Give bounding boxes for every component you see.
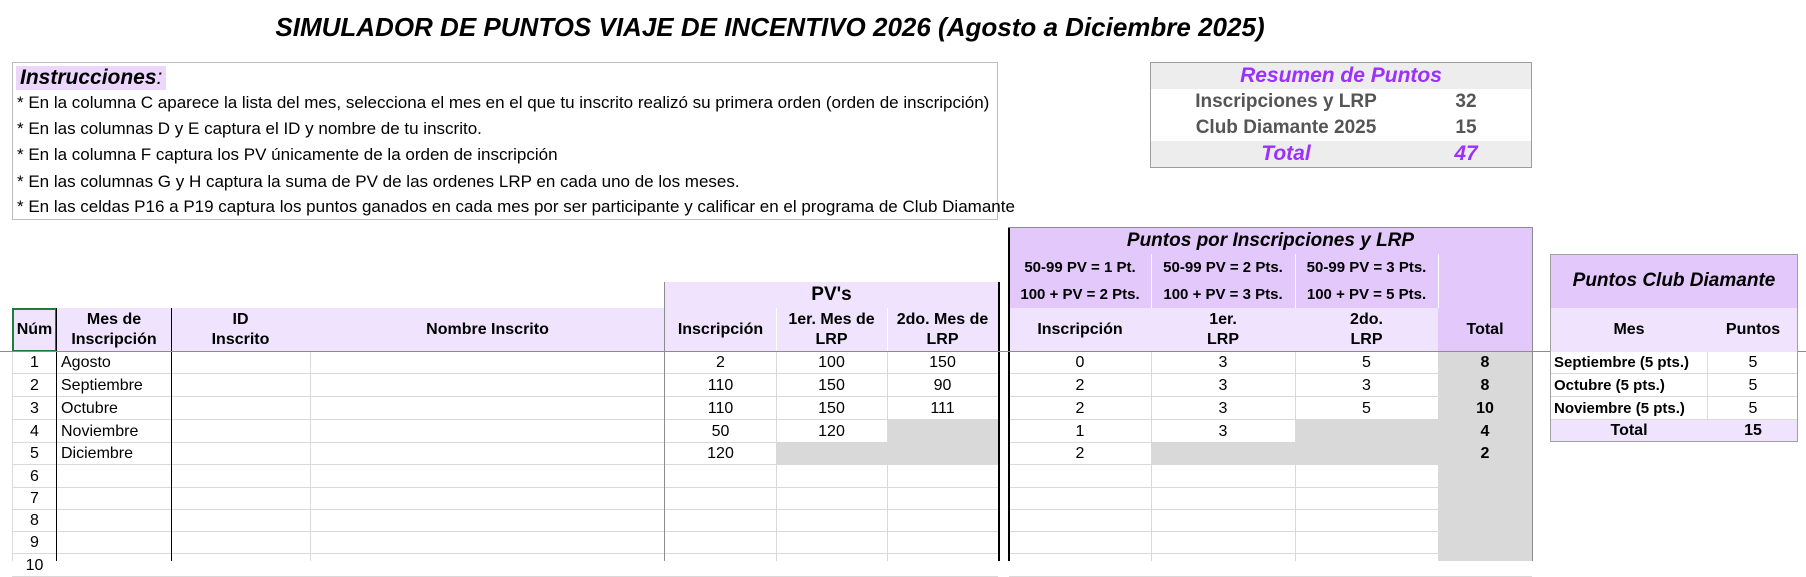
header-pt-lrp1[interactable]	[1151, 308, 1295, 352]
cell-pv-lrp2[interactable]	[887, 554, 998, 577]
cell-num[interactable]: 4	[30, 423, 39, 440]
grid-line	[12, 419, 998, 420]
cell-nombre[interactable]	[310, 352, 665, 374]
instruction-line-5: * En las celdas P16 a P19 captura los puntos ganados en cada mes por ser participante y calificar en el programa de Club Diamante	[17, 197, 1015, 216]
cell-total[interactable]: 8	[1480, 354, 1490, 371]
cell-id[interactable]	[171, 532, 310, 554]
cell-id[interactable]	[171, 465, 310, 488]
cell-nombre[interactable]	[310, 443, 665, 465]
grid-line	[1295, 254, 1296, 308]
grid-line	[1151, 352, 1152, 561]
cell-pt-lrp2[interactable]	[1295, 465, 1438, 488]
summary-label: Club Diamante 2025	[1195, 117, 1377, 138]
cell-pt-lrp2[interactable]: 5	[1362, 400, 1371, 417]
header-text: 1er. Mes de	[788, 311, 875, 328]
header-text: 2do. Mes de	[896, 311, 989, 328]
instructions-title-colon: :	[156, 66, 163, 89]
cell-nombre[interactable]	[310, 397, 665, 420]
cell-nombre[interactable]	[310, 465, 665, 488]
grid-line	[1438, 254, 1439, 308]
cell-id[interactable]	[171, 374, 310, 397]
grid-line	[12, 442, 998, 443]
grid-line	[12, 531, 998, 532]
summary-row-inscripciones	[1151, 89, 1531, 115]
grid-line	[310, 352, 311, 561]
cell-pv-lrp2[interactable]	[887, 510, 998, 532]
cell-pv-inscripcion[interactable]: 110	[707, 377, 734, 394]
cell-total[interactable]: 4	[1480, 423, 1490, 440]
grid-line	[1009, 509, 1532, 510]
grid-line	[12, 487, 998, 488]
border-line	[1008, 228, 1010, 561]
cell-pt-lrp1[interactable]: 3	[1218, 377, 1228, 394]
grid-line	[776, 352, 777, 561]
cell-nombre[interactable]	[310, 420, 665, 443]
border-line	[171, 308, 172, 561]
cell-pt-lrp2[interactable]: 5	[1362, 354, 1371, 371]
cell-pt-inscripcion[interactable]: 2	[1075, 445, 1085, 462]
cell-pv-lrp1[interactable]: 120	[818, 423, 845, 440]
cell-id[interactable]	[171, 488, 310, 510]
grid-line	[12, 373, 998, 374]
header-pv-lrp1[interactable]	[776, 308, 887, 352]
grid-line	[12, 509, 998, 510]
grid-line	[1009, 531, 1532, 532]
instruction-line-4: * En las columnas G y H captura la suma de PV de las ordenes LRP en cada uno de los meses.	[17, 172, 740, 191]
cell-pt-lrp1[interactable]	[1151, 532, 1295, 554]
border-line	[998, 282, 1000, 561]
cell-mes[interactable]	[57, 532, 171, 554]
cell-pv-lrp1[interactable]	[776, 465, 887, 488]
club-row-mes[interactable]: Septiembre (5 pts.)	[1550, 352, 1708, 374]
grid-line	[12, 464, 998, 465]
cell-num[interactable]: 2	[30, 377, 39, 394]
rule-lrp1[interactable]	[1151, 254, 1295, 308]
grid-line	[1009, 464, 1532, 465]
header-text: LRP	[815, 331, 848, 348]
cell-num[interactable]: 10	[25, 557, 44, 574]
club-row-mes[interactable]: Octubre (5 pts.)	[1550, 374, 1708, 397]
cell-pv-lrp1[interactable]: 150	[818, 377, 845, 394]
cell-num[interactable]: 5	[30, 445, 39, 462]
grid-line	[12, 352, 13, 561]
cell-pt-inscripcion[interactable]	[1009, 532, 1151, 554]
rule-text: 50-99 PV = 2 Pts.	[1163, 259, 1283, 276]
cell-pt-lrp2[interactable]	[1295, 420, 1438, 443]
cell-pt-lrp2[interactable]: 3	[1362, 377, 1371, 394]
grid-line	[1009, 442, 1532, 443]
cell-pv-lrp2[interactable]: 111	[930, 400, 955, 417]
grid-line	[1009, 487, 1532, 488]
cell-pt-inscripcion[interactable]	[1009, 488, 1151, 510]
rule-text: 100 + PV = 2 Pts.	[1020, 286, 1140, 303]
cell-total[interactable]: 2	[1480, 445, 1490, 462]
header-text: LRP	[1207, 331, 1239, 348]
grid-line	[887, 352, 888, 561]
club-header-mes[interactable]: Mes	[1550, 308, 1708, 352]
club-total-value[interactable]: 15	[1708, 420, 1798, 442]
cell-mes[interactable]: Agosto	[61, 354, 111, 371]
cell-pv-lrp2[interactable]	[887, 488, 998, 510]
cell-pv-inscripcion[interactable]	[665, 510, 776, 532]
cell-mes[interactable]	[57, 554, 171, 577]
header-pv-lrp2[interactable]	[887, 308, 998, 352]
club-header-puntos[interactable]: Puntos	[1708, 308, 1798, 352]
summary-label: Inscripciones y LRP	[1195, 91, 1377, 112]
grid-line	[1009, 396, 1532, 397]
cell-nombre[interactable]	[310, 554, 665, 577]
header-text: ID	[232, 311, 249, 328]
cell-pv-lrp2[interactable]: 150	[929, 354, 956, 371]
cell-mes[interactable]: Diciembre	[61, 445, 134, 462]
grid-line	[12, 396, 998, 397]
header-nombre[interactable]: Nombre Inscrito	[426, 321, 549, 338]
instruction-line-2: * En las columnas D y E captura el ID y nombre de tu inscrito.	[17, 119, 482, 138]
cell-pv-lrp1[interactable]	[776, 443, 887, 465]
cell-pt-inscripcion[interactable]: 2	[1075, 400, 1085, 417]
grid-line	[776, 308, 777, 352]
header-text: LRP	[926, 331, 959, 348]
cell-pt-inscripcion[interactable]	[1009, 554, 1151, 577]
rule-lrp2[interactable]	[1295, 254, 1438, 308]
club-row-puntos[interactable]: 5	[1708, 397, 1798, 420]
header-text: Inscripción	[71, 331, 157, 348]
instructions-title-text: Instrucciones	[20, 66, 157, 89]
cell-id[interactable]	[171, 352, 310, 374]
cell-pv-inscripcion[interactable]: 2	[716, 354, 725, 371]
cell-num[interactable]: 6	[30, 468, 39, 485]
freeze-line	[0, 351, 1806, 352]
cell-pt-lrp1[interactable]	[1151, 465, 1295, 488]
summary-box	[1150, 62, 1532, 168]
grid-line	[1009, 373, 1532, 374]
summary-total-label: Total	[1261, 142, 1311, 165]
cell-pv-inscripcion[interactable]: 110	[707, 400, 734, 417]
cell-mes[interactable]: Septiembre	[61, 377, 143, 394]
page-title: SIMULADOR DE PUNTOS VIAJE DE INCENTIVO 2026 (Agosto a Diciembre 2025)	[275, 12, 1265, 42]
rule-text: 50-99 PV = 1 Pt.	[1024, 259, 1136, 276]
cell-nombre[interactable]	[310, 374, 665, 397]
border-line	[664, 282, 665, 561]
club-row-puntos[interactable]: 5	[1708, 352, 1798, 374]
cell-pt-lrp2[interactable]	[1295, 443, 1438, 465]
cell-total[interactable]: 8	[1480, 377, 1490, 394]
header-text: Inscrito	[211, 331, 270, 348]
rule-blank[interactable]	[1438, 254, 1532, 308]
cell-mes[interactable]	[57, 510, 171, 532]
cell-mes[interactable]: Octubre	[61, 400, 118, 417]
cell-pv-inscripcion[interactable]: 120	[707, 445, 734, 462]
cell-nombre[interactable]	[310, 532, 665, 554]
header-num[interactable]: Núm	[12, 308, 57, 352]
header-text: 1er.	[1209, 311, 1237, 328]
cell-pt-lrp1[interactable]: 3	[1218, 423, 1228, 440]
cell-mes[interactable]	[57, 488, 171, 510]
border-line	[56, 308, 57, 561]
cell-mes[interactable]	[57, 465, 171, 488]
cell-pt-lrp2[interactable]	[1295, 554, 1438, 577]
header-pv-inscripcion[interactable]: Inscripción	[665, 308, 776, 352]
club-title[interactable]: Puntos Club Diamante	[1550, 254, 1798, 308]
summary-value: 15	[1455, 117, 1477, 138]
rule-text: 50-99 PV = 3 Pts.	[1306, 259, 1427, 276]
cell-pv-lrp1[interactable]	[776, 554, 887, 577]
cell-nombre[interactable]	[310, 510, 665, 532]
cell-pv-inscripcion[interactable]	[665, 554, 776, 577]
instruction-line-1: * En la columna C aparece la lista del mes, selecciona el mes en el que tu inscrito realizó su primera orden (orden de inscripción)	[17, 93, 990, 112]
cell-pv-lrp1[interactable]: 150	[818, 400, 845, 417]
header-mes[interactable]	[57, 308, 171, 352]
cell-total[interactable]: 10	[1476, 400, 1494, 417]
cell-pv-lrp2[interactable]	[887, 420, 998, 443]
club-row-puntos[interactable]: 5	[1708, 374, 1798, 397]
cell-id[interactable]	[171, 554, 310, 577]
cell-pt-inscripcion[interactable]	[1009, 465, 1151, 488]
cell-pt-lrp1[interactable]	[1151, 443, 1295, 465]
cell-pv-inscripcion[interactable]	[665, 465, 776, 488]
cell-id[interactable]	[171, 510, 310, 532]
grid-line	[12, 553, 998, 554]
header-text: Mes de	[86, 311, 142, 328]
cell-total[interactable]	[1438, 488, 1532, 510]
points-header[interactable]: Puntos por Inscripciones y LRP	[1009, 228, 1532, 254]
grid-line	[1151, 254, 1152, 308]
summary-row-club	[1151, 115, 1531, 141]
cell-num[interactable]: 9	[30, 534, 39, 551]
summary-total-value: 47	[1454, 142, 1478, 165]
cell-pv-lrp1[interactable]	[776, 510, 887, 532]
grid-line	[1009, 419, 1532, 420]
cell-num[interactable]: 3	[30, 400, 39, 417]
cell-total[interactable]	[1438, 465, 1532, 488]
header-pt-lrp2[interactable]	[1295, 308, 1438, 352]
cell-nombre[interactable]	[310, 488, 665, 510]
cell-num[interactable]: 8	[30, 512, 39, 529]
border-line	[1532, 228, 1533, 561]
grid-line	[1009, 553, 1532, 554]
cell-num[interactable]: 1	[30, 354, 39, 371]
cell-pv-inscripcion[interactable]	[665, 488, 776, 510]
header-text: LRP	[1350, 331, 1383, 348]
border-line	[1008, 227, 1533, 228]
cell-pt-inscripcion[interactable]: 2	[1075, 377, 1085, 394]
cell-pv-lrp2[interactable]	[887, 443, 998, 465]
cell-pt-lrp1[interactable]	[1151, 510, 1295, 532]
header-total[interactable]: Total	[1438, 308, 1532, 352]
cell-pt-lrp1[interactable]: 3	[1218, 354, 1228, 371]
instructions-box	[12, 62, 1015, 220]
header-text: 2do.	[1350, 311, 1383, 328]
instruction-line-3: * En la columna F captura los PV únicamente de la orden de inscripción	[17, 145, 558, 164]
cell-pt-lrp1[interactable]	[1151, 488, 1295, 510]
grid-line	[887, 308, 888, 352]
rule-text: 100 + PV = 5 Pts.	[1306, 286, 1427, 303]
grid-line	[1295, 352, 1296, 561]
cell-total[interactable]	[1438, 510, 1532, 532]
summary-row-total	[1151, 141, 1531, 167]
cell-pv-lrp2[interactable]	[887, 532, 998, 554]
summary-title: Resumen de Puntos	[1151, 63, 1531, 89]
rule-inscripcion[interactable]	[1009, 254, 1151, 308]
cell-pv-inscripcion[interactable]: 50	[711, 423, 730, 440]
cell-pv-lrp1[interactable]	[776, 532, 887, 554]
cell-pv-lrp1[interactable]: 100	[818, 354, 845, 371]
grid-line	[1438, 352, 1439, 561]
cell-pv-lrp2[interactable]	[887, 465, 998, 488]
pvs-header[interactable]: PV's	[665, 282, 998, 308]
club-total-label[interactable]: Total	[1550, 420, 1708, 442]
cell-pt-lrp2[interactable]	[1295, 488, 1438, 510]
cell-pt-lrp2[interactable]	[1295, 510, 1438, 532]
cell-pt-lrp2[interactable]	[1295, 532, 1438, 554]
cell-pv-lrp2[interactable]: 90	[933, 377, 952, 394]
cell-pv-inscripcion[interactable]	[665, 532, 776, 554]
cell-mes[interactable]: Noviembre	[61, 423, 139, 440]
rule-text: 100 + PV = 3 Pts.	[1163, 286, 1283, 303]
cell-total[interactable]	[1438, 532, 1532, 554]
cell-pt-inscripcion[interactable]: 0	[1075, 354, 1085, 371]
cell-pv-lrp1[interactable]	[776, 488, 887, 510]
cell-total[interactable]	[1438, 554, 1532, 577]
cell-pt-lrp1[interactable]	[1151, 554, 1295, 577]
instructions-title	[16, 66, 166, 90]
cell-id[interactable]	[171, 420, 310, 443]
summary-value: 32	[1455, 91, 1477, 112]
cell-pt-lrp1[interactable]: 3	[1218, 400, 1228, 417]
cell-id[interactable]	[171, 397, 310, 420]
header-pt-inscripcion[interactable]: Inscripción	[1009, 308, 1151, 352]
cell-pt-inscripcion[interactable]	[1009, 510, 1151, 532]
cell-id[interactable]	[171, 443, 310, 465]
cell-pt-inscripcion[interactable]: 1	[1075, 423, 1085, 440]
club-row-mes[interactable]: Noviembre (5 pts.)	[1550, 397, 1708, 420]
cell-num[interactable]: 7	[30, 490, 39, 507]
